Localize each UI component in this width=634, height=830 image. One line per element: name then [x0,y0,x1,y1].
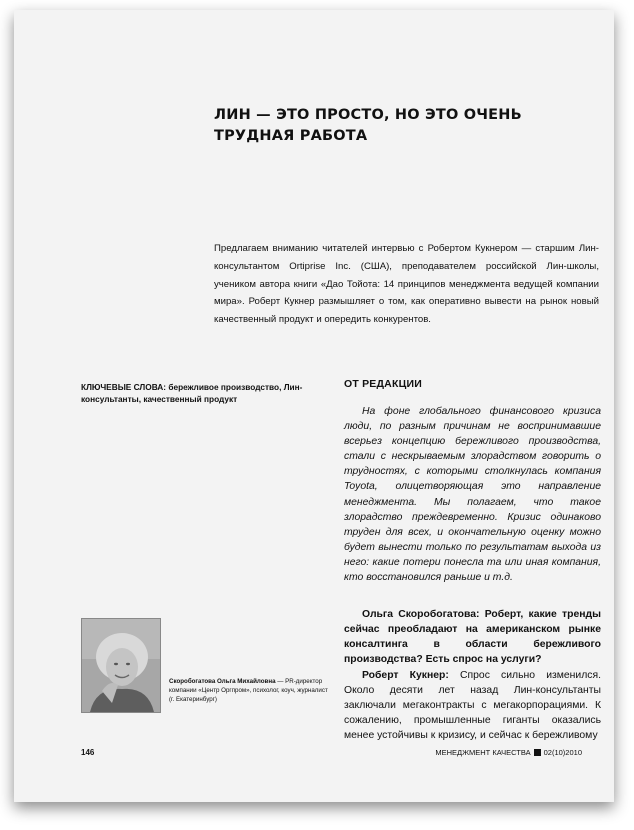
keywords-block [81,382,306,405]
answer-speaker: Роберт Кукнер: [362,669,449,681]
editorial-text: На фоне глобального финансового кризиса люди, по разным причинам не воспринимавшие всерьез концепцию бережливого производства, стали с нескрываемым злорадством говорить о трудностях, с которыми столкнулась компания Toyota, олицетворяющая это направление менеджмента. Мы полагаем, что такое злорадство преждевременно. Кризис одинаково труден для всех, и окончательную оценку можно будет вынести только по результатам выхода из него: какие потери понесла та или иная компания, кто восстановился раньше и т.д. [344,406,601,584]
author-photo [81,618,161,713]
article-lead: Предлагаем вниманию читателей интервью с Робертом Кукнером — старшим Лин-консультантом Ortiprise Inc. (США), преподавателем российской Лин-школы, учеником автора книги «Дао Тойота: 14 принципов менеджмента ведущей компании мира». Роберт Кукнер размышляет о том, как оперативно вывести на рынок новый качественный продукт и опередить конкурентов. [214,243,599,326]
photo-caption [169,677,331,705]
issue-number: 02(10)2010 [543,748,582,757]
editorial-heading: ОТ РЕДАКЦИИ [344,378,422,390]
interview-answer [344,668,601,743]
question-text: Роберт, какие тренды сейчас преобладают на американском рынке консалтинга в области бережливого производства? Есть спрос на услуги? [344,609,601,666]
page-number: 146 [81,748,95,757]
main-column [344,378,601,743]
answer-text: Спрос сильно изменился. Около десяти лет назад Лин-консультанты заключали мегаконтракты с мегакорпорациями. К сожалению, промышленные гиганты оказались менее устойчивы к кризису, и сейчас к бережливому [344,669,601,741]
author-portrait-image [82,619,160,712]
keywords-text: бережливое производство, Лин-консультанты, качественный продукт [81,382,303,404]
caption-text: — PR-директор компании «Центр Оргпром», психолог, коуч, журналист (г. Екатеринбург) [169,678,328,704]
article-title: ЛИН — ЭТО ПРОСТО, НО ЭТО ОЧЕНЬ ТРУДНАЯ РАБОТА [214,107,522,144]
caption-name: Скоробогатова Ольга Михайловна [169,678,276,685]
interview-question [344,607,601,667]
interview-block [344,607,601,743]
square-bullet-icon [534,749,541,756]
question-speaker: Ольга Скоробогатова: [362,609,480,621]
magazine-page [14,10,614,802]
running-footer [435,748,582,757]
keywords-label: КЛЮЧЕВЫЕ СЛОВА: [81,382,167,392]
journal-name: МЕНЕДЖМЕНТ КАЧЕСТВА [435,748,531,757]
